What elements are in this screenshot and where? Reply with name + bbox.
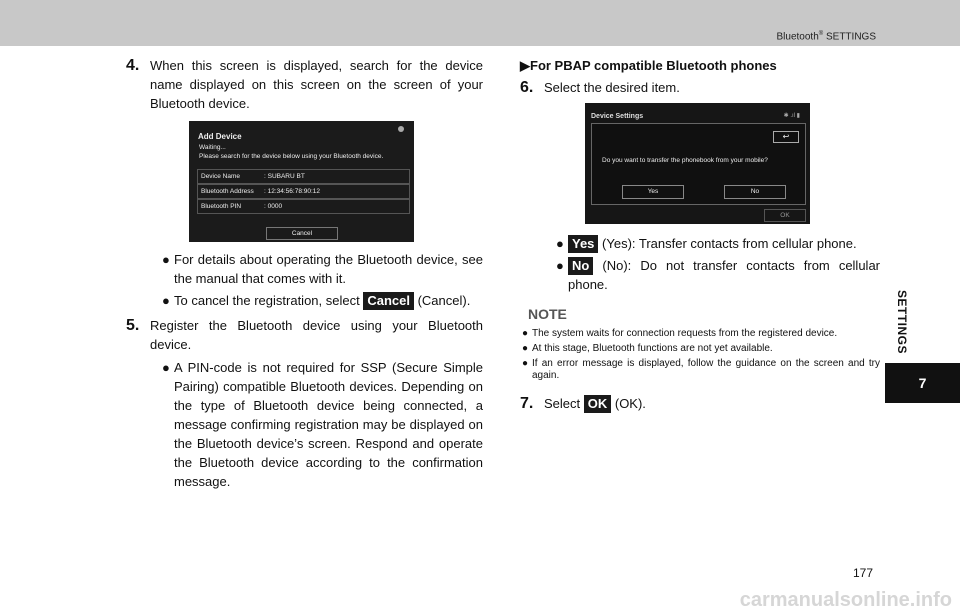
note-item: ● The system waits for connection requests from the registered device. [522,328,838,339]
chapter-tab: 7 [885,363,960,403]
step-text: When this screen is displayed, search for the device name displayed on this screen on the screen of your Bluetooth device. [150,58,483,111]
add-device-screen [189,121,414,242]
cancel-chip: Cancel [363,292,414,310]
step-number: 5. [126,317,140,334]
screen-title: Device Settings [591,113,644,120]
step-text: Select the desired item. [544,80,680,95]
step-7: 7. Select OK (OK). [520,395,646,412]
device-settings-screen [585,103,810,224]
section-subheading: ▶For PBAP compatible Bluetooth phones [520,58,777,73]
bluetooth-address-row: Bluetooth Address : 12:34:56:78:90:12 [197,184,410,199]
transfer-dialog [591,123,806,205]
bullet-item: ● To cancel the registration, select Cancel (Cancel). [162,293,471,308]
step-number: 4. [126,57,140,74]
step-text: Register the Bluetooth device using your Bluetooth device. [150,318,483,352]
left-column [126,56,483,494]
page-number: 177 [853,566,874,580]
status-icons: ✱ .ıl ▮ [783,113,800,119]
gear-icon [398,126,404,132]
note-item: ● If an error message is displayed, follow the guidance on the screen and try again. [522,358,880,381]
watermark: carmanualsonline.info [739,589,952,611]
step-4 [126,56,483,113]
note-item: ● At this stage, Bluetooth functions are not yet available. [522,343,773,354]
bullet-item: ● Yes (Yes): Transfer contacts from cellular phone. [556,236,857,251]
bullet-item: ● For details about operating the Bluetooth device, see the manual that comes with it. [162,252,483,286]
waiting-message: Waiting... Please search for the device below using your Bluetooth device. [199,144,384,160]
side-section-label: SETTINGS [895,290,909,355]
step-6 [520,78,880,97]
bullet-item: ● No (No): Do not transfer contacts from cellular phone. [556,258,880,292]
yes-button[interactable]: Yes [622,185,684,199]
device-name-row: Device Name : SUBARU BT [197,169,410,184]
note-title: NOTE [528,306,567,322]
ok-button[interactable]: OK [764,209,806,222]
no-button[interactable]: No [724,185,786,199]
dialog-question: Do you want to transfer the phonebook from your mobile? [602,157,768,164]
bluetooth-pin-row: Bluetooth PIN : 0000 [197,199,410,214]
step-number: 6. [520,79,534,96]
screen-title: Add Device [198,132,242,141]
header-title: Bluetooth® SETTINGS [776,31,876,43]
step-5 [126,316,483,354]
bullet-item: ● A PIN-code is not required for SSP (Secure Simple Pairing) compatible Bluetooth devices. Depending on the type of Bluetooth device being connected, a message confirming registration may be displayed on the Bluetooth device’s screen. Respond and operate the Bluetooth device according to the confirmation message. [162,360,483,489]
yes-chip: Yes [568,235,598,253]
right-column [520,56,880,417]
ok-chip: OK [584,395,612,413]
step-number: 7. [520,395,534,412]
back-icon[interactable]: ↩ [773,131,799,143]
no-chip: No [568,257,593,275]
note-box [520,308,880,382]
cancel-button[interactable]: Cancel [266,227,338,240]
